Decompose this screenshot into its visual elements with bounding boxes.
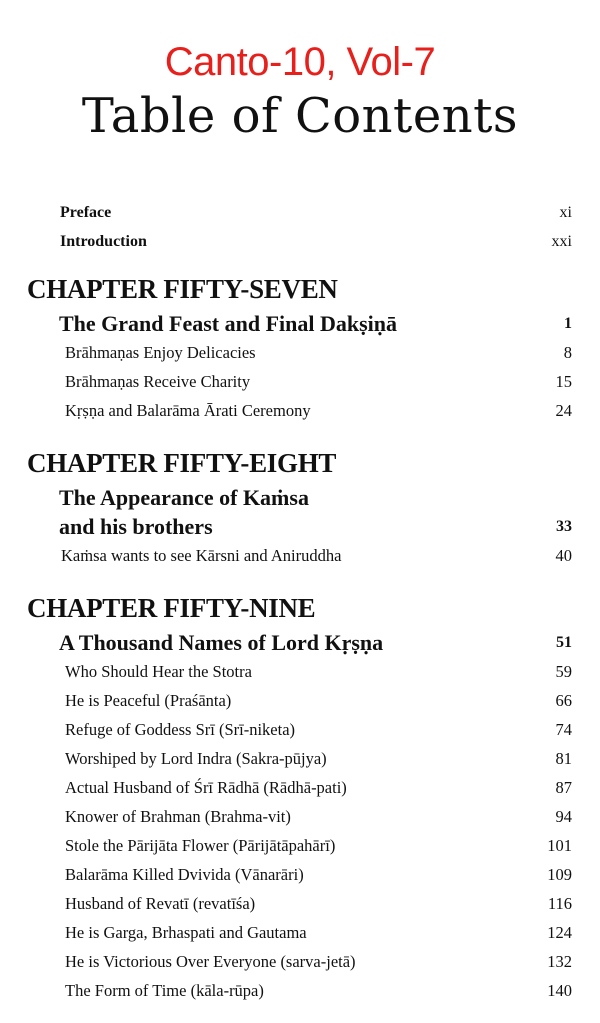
toc-entry[interactable] [65, 976, 572, 1005]
chapter-items [61, 541, 572, 570]
toc-entry-page: xi [559, 203, 572, 221]
toc-entry[interactable] [65, 918, 572, 947]
toc-entry-label: He is Garga, Brhaspati and Gautama [65, 922, 307, 942]
toc-entry[interactable] [65, 367, 572, 396]
toc-entry-label: Stole the Pārijāta Flower (Pārijātāpahārī) [65, 835, 336, 855]
chapter-page: 51 [556, 634, 572, 651]
toc-entry[interactable] [65, 889, 572, 918]
toc-entry[interactable] [65, 744, 572, 773]
toc-entry-page: 40 [555, 545, 572, 565]
toc-entry-label: He is Peaceful (Praśānta) [65, 690, 232, 710]
toc-entry[interactable] [65, 947, 572, 976]
toc-entry-introduction[interactable] [60, 227, 572, 256]
toc-entry-page: 140 [547, 980, 572, 1000]
toc-entry-label: Introduction [60, 232, 147, 250]
chapter-title-line: The Appearance of Kaṁsa [59, 485, 309, 510]
toc-entry[interactable] [65, 396, 572, 425]
toc-entry-label: Husband of Revatī (revatīśa) [65, 893, 256, 913]
toc-entry-page: 81 [555, 748, 572, 768]
toc-entry-page: 66 [555, 690, 572, 710]
page-title: Table of Contents [81, 88, 519, 144]
toc-entry[interactable] [65, 860, 572, 889]
toc-entry-label: Balarāma Killed Dvivida (Vānarāri) [65, 864, 304, 884]
chapter-title [59, 483, 309, 541]
toc-entry-label: Kṛṣṇa and Balarāma Ārati Ceremony [65, 400, 311, 420]
toc-entry-label: He is Victorious Over Everyone (sarva-jetā) [65, 951, 356, 971]
chapter-page: 33 [556, 518, 572, 535]
toc-entry-page: 124 [547, 922, 572, 942]
chapter-title [59, 309, 397, 338]
toc-entry-label: The Form of Time (kāla-rūpa) [65, 980, 264, 1000]
chapter-title-line: and his brothers [59, 514, 213, 539]
chapter-page: 1 [564, 315, 572, 332]
chapter-heading: CHAPTER FIFTY-EIGHT [27, 448, 337, 478]
chapter-title [59, 628, 383, 657]
toc-entry[interactable] [65, 686, 572, 715]
toc-entry[interactable] [65, 338, 572, 367]
toc-entry-label: Actual Husband of Śrī Rādhā (Rādhā-pati) [65, 777, 347, 797]
toc-entry-page: 94 [555, 806, 572, 826]
toc-entry[interactable] [65, 831, 572, 860]
toc-entry-label: Brāhmaṇas Enjoy Delicacies [65, 342, 256, 362]
chapter-59 [27, 592, 572, 1005]
volume-title: Canto-10, Vol-7 [164, 40, 436, 84]
toc-entry-page: 24 [555, 400, 572, 420]
toc-entry[interactable] [65, 802, 572, 831]
chapter-57 [27, 273, 572, 425]
chapter-items [65, 338, 572, 425]
toc-entry-page: 87 [555, 777, 572, 797]
chapter-title-line: The Grand Feast and Final Dakṣiṇā [59, 311, 398, 336]
chapter-title-line: A Thousand Names of Lord Kṛṣṇa [59, 630, 384, 655]
toc-entry-page: xxi [551, 232, 572, 250]
toc-entry-page: 116 [547, 893, 572, 913]
toc-entry-label: Brāhmaṇas Receive Charity [65, 371, 251, 391]
toc-entry-label: Who Should Hear the Stotra [65, 661, 252, 681]
toc-entry[interactable] [65, 773, 572, 802]
page-header [0, 0, 600, 144]
toc-entry-label: Kaṁsa wants to see Kārsni and Aniruddha [61, 545, 342, 565]
toc-entry[interactable] [65, 657, 572, 686]
toc-entry-page: 74 [555, 719, 572, 739]
toc-entry-label: Refuge of Goddess Srī (Srī-niketa) [65, 719, 296, 739]
toc-entry-label: Worshiped by Lord Indra (Sakra-pūjya) [65, 748, 327, 768]
toc-entry[interactable] [65, 715, 572, 744]
toc-entry-label: Preface [60, 203, 112, 221]
chapter-heading: CHAPTER FIFTY-SEVEN [27, 274, 338, 304]
toc-entry[interactable] [61, 541, 572, 570]
chapter-heading: CHAPTER FIFTY-NINE [27, 593, 316, 623]
chapter-items [65, 657, 572, 1005]
chapter-title-row[interactable] [59, 628, 572, 657]
toc-entry-preface[interactable] [60, 198, 572, 227]
chapter-58 [27, 447, 572, 570]
toc-entry-page: 8 [563, 342, 572, 362]
toc-entry-page: 132 [547, 951, 572, 971]
toc-entry-page: 15 [555, 371, 572, 391]
toc-entry-page: 109 [547, 864, 572, 884]
toc-entry-label: Knower of Brahman (Brahma-vit) [65, 806, 291, 826]
chapter-title-row[interactable] [59, 483, 572, 541]
front-matter [60, 198, 572, 256]
chapter-title-row[interactable] [59, 309, 572, 338]
toc-entry-page: 101 [547, 835, 572, 855]
toc-entry-page: 59 [555, 661, 572, 681]
